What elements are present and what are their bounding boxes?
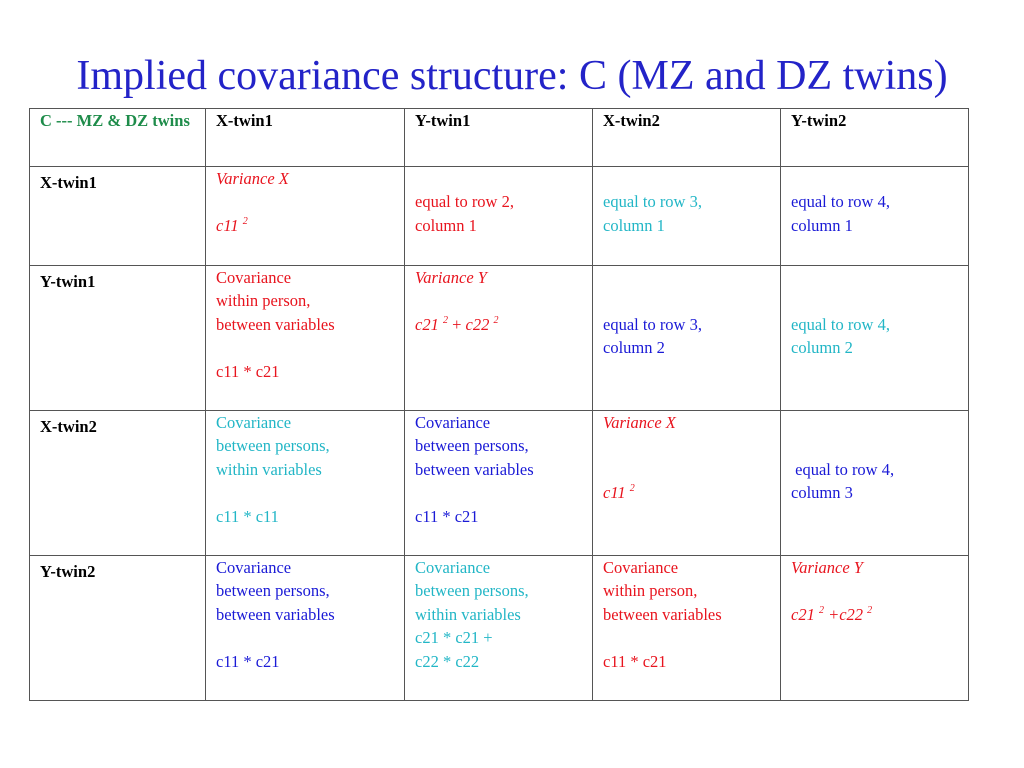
col-header-x-twin2: X-twin2 bbox=[593, 109, 781, 167]
cell-r2c3 bbox=[593, 266, 781, 411]
cell-r4c4 bbox=[781, 556, 969, 701]
table-row bbox=[30, 266, 969, 411]
row-header-y-twin1: Y-twin1 bbox=[30, 266, 206, 411]
cell-exponent: 2 bbox=[818, 604, 824, 616]
cell-r1c4 bbox=[781, 167, 969, 266]
cell-line: within variables bbox=[415, 604, 521, 624]
cell-r3c3 bbox=[593, 411, 781, 556]
cell-r2c1 bbox=[206, 266, 405, 411]
row-header-y-twin2: Y-twin2 bbox=[30, 556, 206, 701]
cell-line: between persons, bbox=[415, 436, 529, 456]
cell-formula: c22 bbox=[839, 604, 864, 624]
cell-operator: + bbox=[447, 314, 466, 334]
cell-line: within person, bbox=[216, 291, 311, 311]
cell-r1c1 bbox=[206, 167, 405, 266]
cell-r4c1 bbox=[206, 556, 405, 701]
covariance-table bbox=[29, 108, 969, 701]
cell-line: equal to row 4, bbox=[791, 192, 890, 212]
cell-line: column 2 bbox=[603, 338, 665, 358]
cell-line: column 3 bbox=[791, 483, 853, 503]
cell-line: Covariance bbox=[216, 413, 292, 432]
col-header-y-twin1: Y-twin1 bbox=[405, 109, 593, 167]
cell-line: Covariance bbox=[415, 413, 491, 432]
cell-r3c4 bbox=[781, 411, 969, 556]
cell-line: Covariance bbox=[216, 268, 292, 287]
cell-exponent: 2 bbox=[242, 215, 248, 227]
table-row bbox=[30, 411, 969, 556]
cell-line: between variables bbox=[603, 604, 722, 624]
cell-line: between variables bbox=[216, 604, 335, 624]
cell-label: Variance X bbox=[216, 169, 289, 188]
header-row bbox=[30, 109, 969, 167]
cell-formula: c11 bbox=[216, 215, 239, 235]
cell-line: column 2 bbox=[791, 338, 853, 358]
cell-formula: c11 * c21 bbox=[603, 651, 667, 671]
corner-label: C --- MZ & DZ twins bbox=[30, 109, 206, 167]
cell-exponent: 2 bbox=[442, 314, 448, 326]
cell-formula: c11 * c21 bbox=[415, 506, 479, 526]
table-row bbox=[30, 167, 969, 266]
cell-r3c1 bbox=[206, 411, 405, 556]
cell-r3c2 bbox=[405, 411, 593, 556]
cell-line: between variables bbox=[415, 459, 534, 479]
row-header-x-twin2: X-twin2 bbox=[30, 411, 206, 556]
cell-line: between persons, bbox=[216, 436, 330, 456]
cell-label: Variance X bbox=[603, 413, 676, 432]
cell-line: column 1 bbox=[791, 215, 853, 235]
cell-line: column 1 bbox=[603, 215, 665, 235]
cell-line: column 1 bbox=[415, 215, 477, 235]
cell-label: Variance Y bbox=[415, 268, 487, 287]
cell-line: equal to row 3, bbox=[603, 314, 702, 334]
cell-r4c2 bbox=[405, 556, 593, 701]
cell-formula: c21 * c21 + bbox=[415, 628, 493, 648]
cell-formula: c11 * c21 bbox=[216, 361, 280, 381]
cell-line: between variables bbox=[216, 314, 335, 334]
cell-r2c2 bbox=[405, 266, 593, 411]
cell-formula: c21 bbox=[791, 604, 815, 624]
cell-line: Covariance bbox=[415, 558, 491, 577]
cell-line: Covariance bbox=[216, 558, 292, 577]
cell-formula: c22 * c22 bbox=[415, 651, 480, 671]
cell-line: between persons, bbox=[415, 581, 529, 601]
cell-r4c3 bbox=[593, 556, 781, 701]
cell-formula: c11 bbox=[603, 483, 626, 503]
cell-r1c2 bbox=[405, 167, 593, 266]
cell-line: Covariance bbox=[603, 558, 679, 577]
cell-formula: c22 bbox=[465, 314, 490, 334]
col-header-x-twin1: X-twin1 bbox=[206, 109, 405, 167]
cell-line: equal to row 2, bbox=[415, 192, 514, 212]
slide-title: Implied covariance structure: C (MZ and DZ twins) bbox=[76, 53, 948, 99]
cell-formula: c21 bbox=[415, 314, 439, 334]
cell-exponent: 2 bbox=[867, 604, 873, 616]
cell-r2c4 bbox=[781, 266, 969, 411]
cell-line: equal to row 3, bbox=[603, 192, 702, 212]
cell-operator: + bbox=[823, 604, 840, 624]
cell-r1c3 bbox=[593, 167, 781, 266]
cell-line: equal to row 4, bbox=[791, 459, 895, 479]
row-header-x-twin1: X-twin1 bbox=[30, 167, 206, 266]
col-header-y-twin2: Y-twin2 bbox=[781, 109, 969, 167]
cell-exponent: 2 bbox=[629, 483, 635, 495]
cell-line: between persons, bbox=[216, 581, 330, 601]
cell-label: Variance Y bbox=[791, 558, 863, 577]
cell-formula: c11 * c11 bbox=[216, 506, 279, 526]
cell-line: within variables bbox=[216, 459, 322, 479]
cell-line: within person, bbox=[603, 581, 698, 601]
cell-exponent: 2 bbox=[493, 314, 499, 326]
cell-line: equal to row 4, bbox=[791, 314, 890, 334]
cell-formula: c11 * c21 bbox=[216, 651, 280, 671]
table-row bbox=[30, 556, 969, 701]
